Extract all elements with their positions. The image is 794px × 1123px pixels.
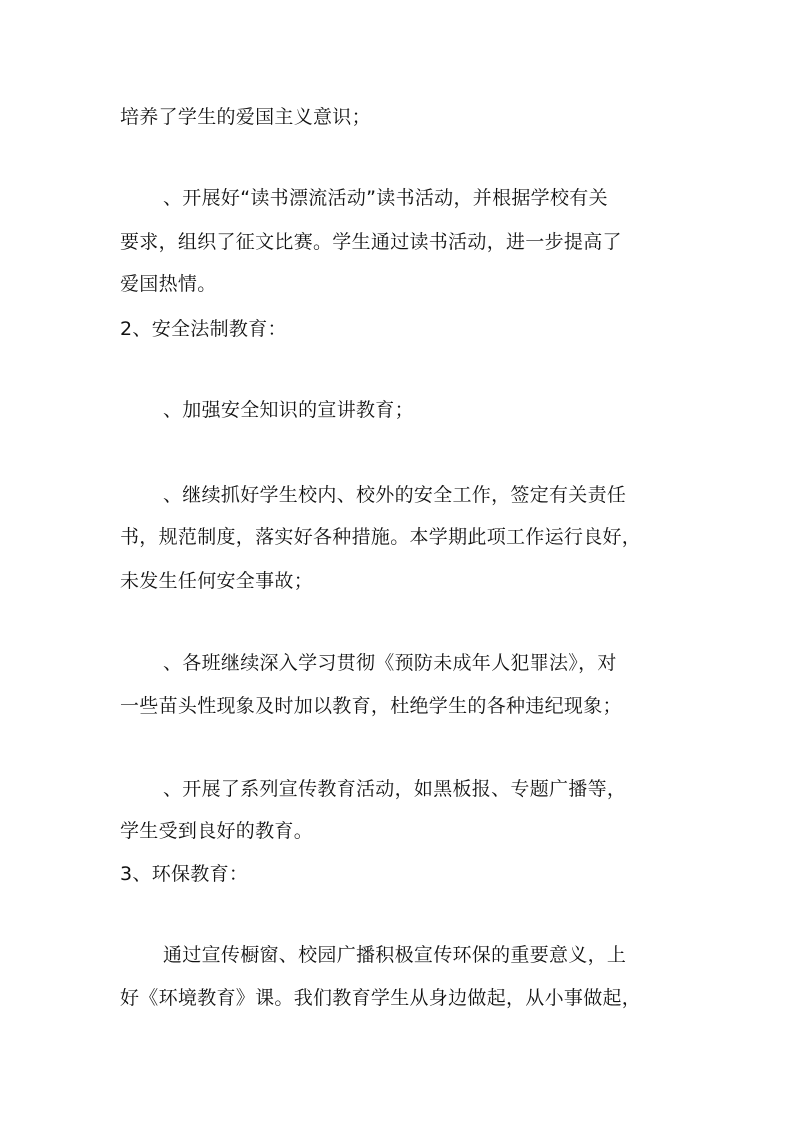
text-line-11: 一些苗头性现象及时加以教育，杜绝学生的各种违纪现象； <box>120 695 622 717</box>
text-line-16: 好《环境教育》课。我们教育学生从身边做起，从小事做起， <box>120 987 642 1009</box>
text-line-7: 、继续抓好学生校内、校外的安全工作，签定有关责任 <box>163 484 627 506</box>
text-line-8: 书，规范制度，落实好各种措施。本学期此项工作运行良好， <box>120 526 642 548</box>
text-line-13: 学生受到良好的教育。 <box>120 820 314 842</box>
text-line-10: 、各班继续深入学习贯彻《预防未成年人犯罪法》，对 <box>163 652 617 674</box>
text-line-2: 、开展好“读书漂流活动”读书活动，并根据学校有关 <box>163 187 608 209</box>
text-line-12: 、开展了系列宣传教育活动，如黑板报、专题广播等， <box>163 778 627 800</box>
section-heading-2: 2、安全法制教育： <box>120 318 287 340</box>
text-line-4: 爱国热情。 <box>120 273 217 295</box>
text-line-15: 通过宣传橱窗、校园广播积极宣传环保的重要意义，上 <box>163 944 627 966</box>
text-line-9: 未发生任何安全事故； <box>120 570 314 592</box>
text-line-6: 、加强安全知识的宣讲教育； <box>163 399 414 421</box>
section-heading-3: 3、环保教育： <box>120 863 249 885</box>
text-line-3: 要求，组织了征文比赛。学生通过读书活动，进一步提高了 <box>120 231 622 253</box>
text-line-1: 培养了学生的爱国主义意识； <box>120 106 371 128</box>
